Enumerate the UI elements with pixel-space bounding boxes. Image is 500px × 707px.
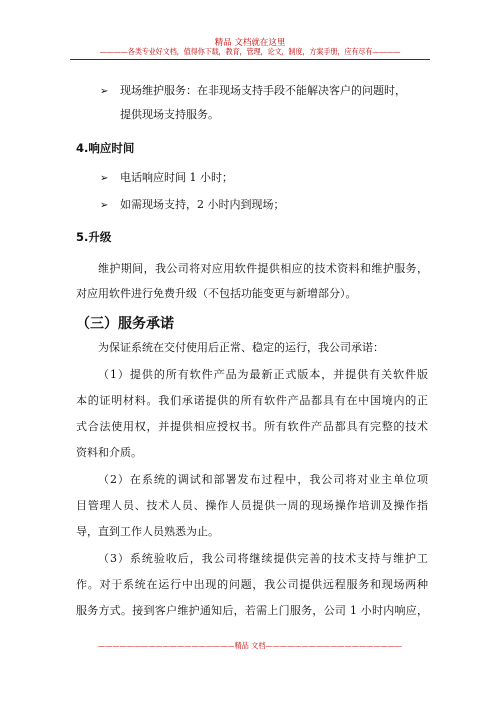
bullet-text: 电话响应时间 1 小时； [120,171,233,184]
paragraph-line: 服务方式。接到客户维护通知后，若需上门服务，公司 1 小时内响应， [76,604,428,617]
header-rule [70,59,430,60]
section-heading-large: （三）服务承诺 [76,316,174,332]
bullet-item [100,198,285,213]
paragraph-line: 作。对于系统在运行中出现的问题，我公司提供远程服务和现场两种 [76,578,428,591]
arrow-bullet-icon: ➢ [100,86,109,97]
paragraph-line: 式合法使用权，并提供相应授权书。所有软件产品都具有完整的技术 [76,420,428,433]
footer-text: ———————————————————精品 文档——————————————————— [97,641,403,650]
paragraph-line: 维护期间，我公司将对应用软件提供相应的技术资料和维护服务， [98,262,428,275]
section-heading: 5.升级 [76,230,112,244]
paragraph-line: 本的证明材料。我们承诺提供的所有软件产品都具有在中国境内的正 [76,394,428,407]
arrow-bullet-icon: ➢ [100,173,109,184]
section-heading: 4.响应时间 [76,141,135,155]
bullet-text: 如需现场支持，2 小时内到现场； [120,198,285,211]
arrow-bullet-icon: ➢ [100,200,109,211]
paragraph-line: （2）在系统的调试和部署发布过程中，我公司将对业主单位项 [98,473,428,486]
bullet-text: 现场维护服务：在非现场支持手段不能解决客户的问题时， [120,84,406,97]
paragraph-line: 对应用软件进行免费升级（不包括功能变更与新增部分）。 [76,287,357,300]
paragraph-line: 资料和介质。 [76,446,142,459]
paragraph-line: （3）系统验收后，我公司将继续提供完善的技术支持与维护工 [98,552,428,565]
page-header [0,0,500,64]
bullet-continuation: 提供现场支持服务。 [120,108,219,121]
header-subtitle: ————各类专业好文档，值得你下载，教育，管理，论文，制度，方案手册，应有尽有———— [99,47,401,56]
paragraph-line: （1）提供的所有软件产品为最新正式版本，并提供有关软件版 [98,368,428,381]
bullet-item [100,171,233,186]
header-title: 精品 文档就在这里 [214,38,286,48]
paragraph-line: 导，直到工作人员熟悉为止。 [76,525,219,538]
bullet-item [100,84,406,99]
paragraph-line: 目管理人员、技术人员、操作人员提供一周的现场操作培训及操作指 [76,499,428,512]
paragraph-line: 为保证系统在交付使用后正常、稳定的运行，我公司承诺： [98,341,384,354]
